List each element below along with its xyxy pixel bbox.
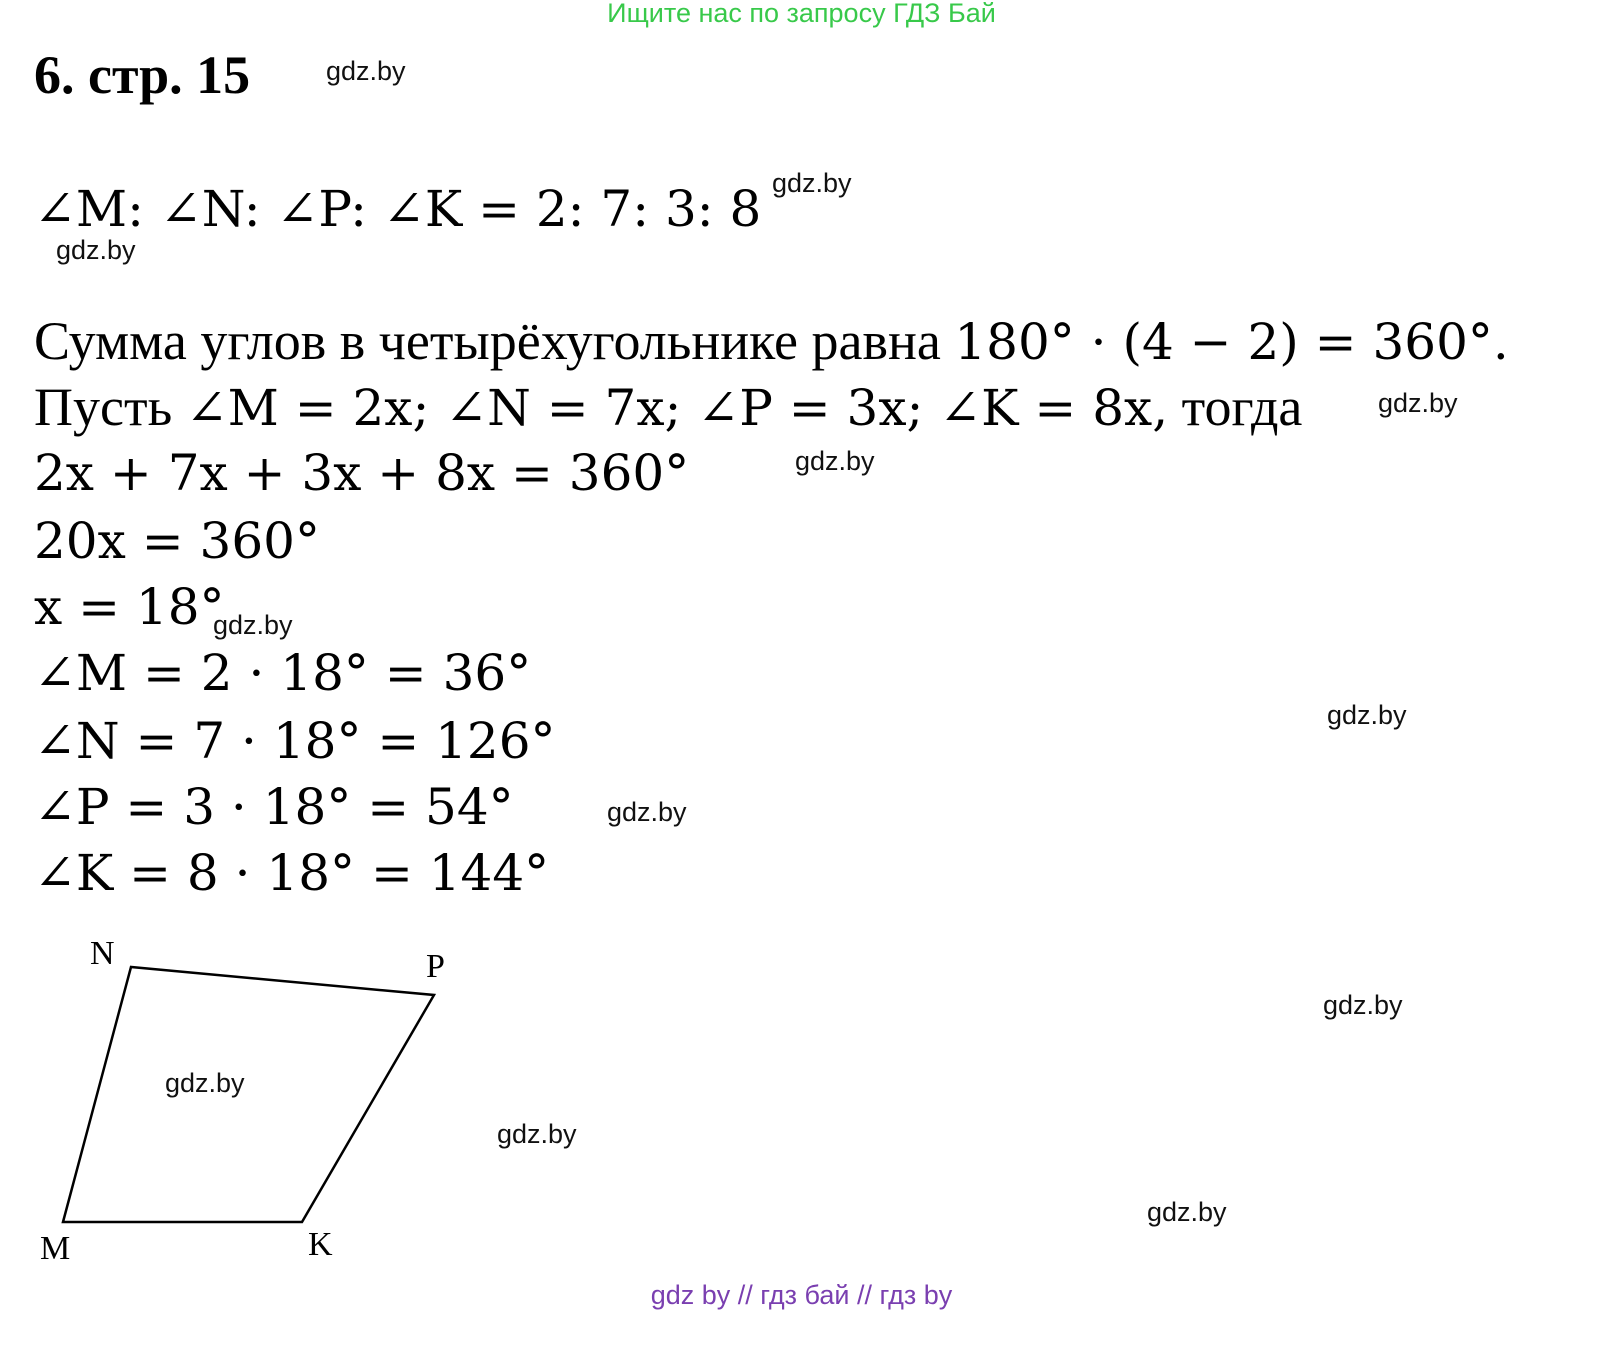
vertex-label-m: M (40, 1230, 71, 1267)
vertex-label-k: K (308, 1226, 333, 1263)
watermark: gdz.by (607, 797, 687, 827)
equation-sum: 2x + 7x + 3x + 8x = 360° (34, 444, 690, 502)
let-text: Пусть (34, 377, 186, 437)
sum-math: 180° · (4 − 2) = 360°. (954, 313, 1509, 371)
ratio-line: ∠M: ∠N: ∠P: ∠K = 2: 7: 3: 8 (34, 180, 762, 238)
watermark: gdz.by (213, 610, 293, 640)
top-banner: Ищите нас по запросу ГДЗ Бай (607, 0, 996, 28)
watermark: gdz.by (772, 168, 852, 198)
watermark: gdz.by (165, 1068, 245, 1098)
angle-n-result: ∠N = 7 · 18° = 126° (34, 712, 556, 770)
equation-x: x = 18° (34, 578, 225, 636)
watermark: gdz.by (795, 446, 875, 476)
footer-links: gdz by // гдз бай // гдз by (650, 1280, 953, 1310)
vertex-label-n: N (90, 935, 115, 972)
watermark: gdz.by (1147, 1197, 1227, 1227)
page-title: 6. стр. 15 (34, 45, 251, 105)
watermark: gdz.by (497, 1119, 577, 1149)
watermark: gdz.by (56, 235, 136, 265)
sum-text: Сумма углов в четырёхугольнике равна (34, 311, 955, 371)
angle-p-result: ∠P = 3 · 18° = 54° (34, 778, 514, 836)
equation-20x: 20x = 360° (34, 512, 320, 570)
watermark: gdz.by (1378, 388, 1458, 418)
watermark: gdz.by (1323, 990, 1403, 1020)
watermark: gdz.by (1327, 700, 1407, 730)
angle-k-result: ∠K = 8 · 18° = 144° (34, 844, 550, 902)
let-math: ∠M = 2x; ∠N = 7x; ∠P = 3x; ∠K = 8x, (185, 379, 1169, 437)
let-tail: тогда (1168, 377, 1303, 437)
quadrilateral-mnpk (63, 967, 434, 1222)
watermark: gdz.by (326, 56, 406, 86)
vertex-label-p: P (426, 948, 445, 985)
angle-m-result: ∠M = 2 · 18° = 36° (34, 644, 532, 702)
